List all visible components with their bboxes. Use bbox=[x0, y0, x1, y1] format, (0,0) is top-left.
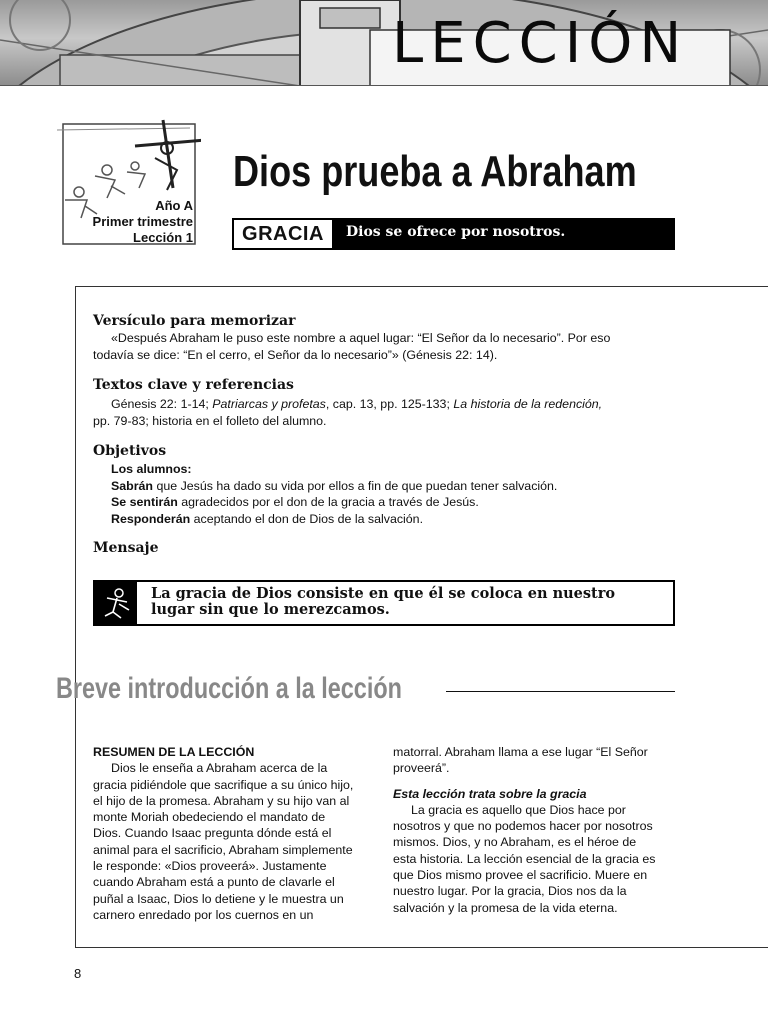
summary-line: carnero enredado por los cuernos en un bbox=[93, 907, 314, 922]
topic-line: La gracia es aquello que Dios hace por bbox=[411, 802, 626, 817]
intro-left-column bbox=[93, 744, 373, 923]
theme-bar bbox=[232, 218, 675, 250]
summary-line: animal para el sacrificio, Abraham simplemente bbox=[93, 842, 353, 857]
memory-verse-line2: todavía se dice: “En el cerro, el Señor da lo necesario”» (Génesis 22: 14). bbox=[93, 347, 498, 362]
objective-text: que Jesús ha dado su vida por ellos a fin de que puedan tener salvación. bbox=[153, 478, 558, 493]
objective-text: aceptando el don de Dios de la salvación. bbox=[190, 511, 424, 526]
objectives-list bbox=[93, 461, 673, 527]
objective-item bbox=[93, 478, 673, 495]
theme-label: GRACIA bbox=[234, 220, 332, 248]
objective-verb: Se sentirán bbox=[111, 495, 178, 509]
message-line1: La gracia de Dios consiste en que él se coloca en nuestro bbox=[151, 585, 616, 602]
meta-year: Año A bbox=[155, 198, 193, 213]
objective-verb: Responderán bbox=[111, 511, 191, 526]
topic-line: que Dios mismo provee el sacrificio. Muere en bbox=[393, 868, 648, 883]
key-texts-heading: Textos clave y referencias bbox=[93, 377, 294, 393]
summary-line: cuando Abraham está a punto de clavarle el bbox=[93, 875, 335, 890]
summary-line: matorral. Abraham llama a ese lugar “El Señor bbox=[393, 745, 648, 759]
theme-text: Dios se ofrece por nosotros. bbox=[346, 224, 566, 240]
summary-line: puñal a Isaac, Dios lo detiene y le muestra un bbox=[93, 891, 344, 906]
meta-quarter: Primer trimestre bbox=[92, 214, 193, 229]
key-texts-line1 bbox=[93, 396, 673, 413]
topic-line: nuestro lugar. Por la gracia, Dios nos da la bbox=[393, 884, 627, 899]
message-line2: lugar sin que lo merezcamos. bbox=[151, 601, 390, 618]
key-texts-part2: , cap. 13, pp. 125-133; bbox=[325, 397, 454, 411]
objective-item bbox=[93, 494, 673, 511]
topic-line: salvación y la promesa de la vida eterna. bbox=[393, 900, 618, 915]
key-texts-text bbox=[93, 396, 673, 429]
message-heading: Mensaje bbox=[93, 540, 159, 556]
summary-line: le responde: «Dios proveerá». Justamente bbox=[93, 859, 327, 874]
summary-heading: RESUMEN DE LA LECCIÓN bbox=[93, 745, 255, 759]
topic-heading: Esta lección trata sobre la gracia bbox=[393, 786, 587, 801]
intro-heading: Breve introducción a la lección bbox=[56, 672, 402, 705]
page-title: Dios prueba a Abraham bbox=[233, 147, 637, 196]
topic-line: mismos. Dios, y no Abraham, es el héroe de bbox=[393, 835, 637, 850]
page-number: 8 bbox=[74, 966, 82, 981]
message-box bbox=[93, 580, 675, 626]
summary-line: Dios le enseña a Abraham acerca de la bbox=[111, 761, 328, 776]
memory-verse-text bbox=[93, 330, 673, 363]
objective-item bbox=[93, 511, 673, 528]
objectives-heading: Objetivos bbox=[93, 443, 167, 459]
intro-divider bbox=[446, 691, 675, 692]
summary-line: gracia pidiéndole que sacrifique a su único hijo, bbox=[93, 777, 354, 792]
objective-text: agradecidos por el don de la gracia a través de Jesús. bbox=[177, 495, 479, 509]
objectives-intro: Los alumnos: bbox=[111, 462, 192, 476]
meta-lesson: Lección 1 bbox=[133, 230, 193, 245]
key-texts-book1: Patriarcas y profetas bbox=[212, 397, 326, 411]
summary-line: el hijo de la promesa. Abraham y su hijo van al bbox=[93, 793, 350, 808]
summary-line: Dios. Cuando Isaac pregunta dónde está el bbox=[93, 826, 332, 841]
topic-line: esta historia. La lección esencial de la gracia es bbox=[393, 851, 656, 866]
message-text bbox=[151, 586, 661, 618]
memory-verse-line1: «Después Abraham le puso este nombre a aquel lugar: “El Señor da lo necesario”. Por eso bbox=[111, 331, 611, 345]
summary-line: proveerá”. bbox=[393, 761, 450, 776]
lesson-meta-text bbox=[93, 198, 193, 246]
header-banner bbox=[0, 0, 768, 86]
dancing-figure-icon bbox=[95, 582, 137, 624]
objective-verb: Sabrán bbox=[111, 478, 154, 493]
key-texts-line2: pp. 79-83; historia en el folleto del alumno. bbox=[93, 413, 327, 428]
memory-verse-heading: Versículo para memorizar bbox=[93, 313, 296, 329]
key-texts-part1: Génesis 22: 1-14; bbox=[111, 397, 213, 411]
summary-line: monte Moriah obedeciendo el mandato de bbox=[93, 810, 326, 825]
lesson-meta-box bbox=[55, 118, 201, 250]
topic-line: nosotros y que no podemos hacer por nosotros bbox=[393, 819, 653, 834]
banner-title: LECCIÓN bbox=[392, 11, 689, 76]
key-texts-book2: La historia de la redención, bbox=[453, 397, 603, 411]
intro-right-column bbox=[393, 744, 675, 916]
